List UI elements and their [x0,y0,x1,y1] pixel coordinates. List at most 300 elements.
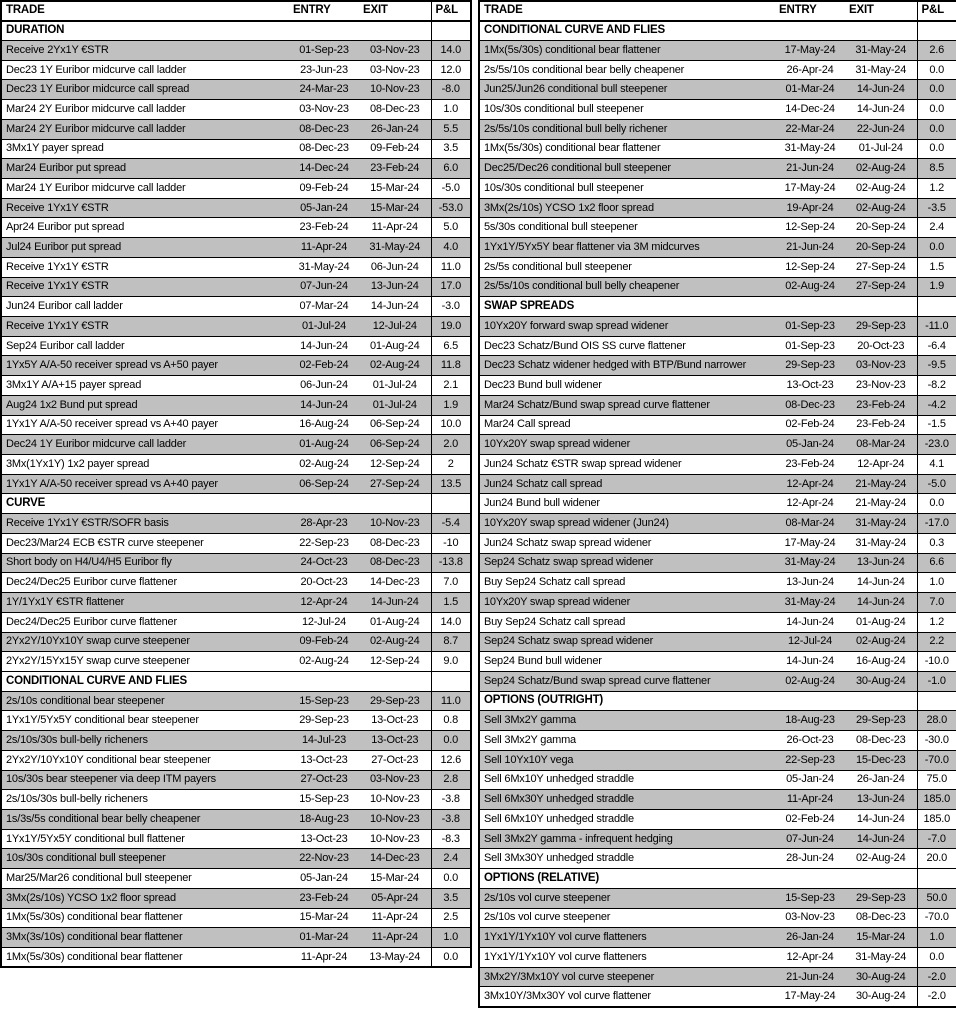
entry-date-cell: 26-Apr-24 [775,60,845,80]
trade-row [479,277,956,297]
trade-name-cell: 3Mx(2s/10s) YCSO 1x2 floor spread [1,888,289,908]
trade-name-cell: 10Yx20Y swap spread widener (Jun24) [479,514,775,534]
trade-name-cell: 1Mx(5s/30s) conditional bear flattener [479,139,775,159]
trade-row [1,731,471,751]
pnl-cell: 8.7 [431,632,471,652]
entry-date-cell: 31-May-24 [775,139,845,159]
entry-date-cell: 08-Dec-23 [289,119,359,139]
trade-row [479,336,956,356]
trades-table-right [478,0,956,1008]
section-title: DURATION [1,21,431,41]
pnl-cell: 8.5 [917,159,956,179]
pnl-cell: -17.0 [917,514,956,534]
entry-date-cell: 28-Apr-23 [289,514,359,534]
trade-row [1,317,471,337]
trade-row [1,750,471,770]
pnl-cell: -5.0 [917,474,956,494]
exit-date-cell: 10-Nov-23 [359,80,431,100]
trade-row [479,356,956,376]
pnl-cell: 1.0 [431,100,471,120]
section-header-row [1,494,471,514]
exit-date-cell: 02-Aug-24 [845,178,917,198]
pnl-cell: -4.2 [917,395,956,415]
trade-row [1,612,471,632]
trade-row [1,139,471,159]
exit-date-cell: 02-Aug-24 [359,356,431,376]
trade-name-cell: 1Yx1Y A/A-50 receiver spread vs A+40 payer [1,474,289,494]
section-title: OPTIONS (OUTRIGHT) [479,691,917,711]
entry-date-cell: 27-Oct-23 [289,770,359,790]
pnl-cell: -70.0 [917,750,956,770]
entry-date-cell: 12-Apr-24 [775,948,845,968]
pnl-cell: -10 [431,533,471,553]
pnl-cell: 0.8 [431,711,471,731]
trade-name-cell: Dec24/Dec25 Euribor curve flattener [1,612,289,632]
section-pnl-spacer [917,869,956,889]
trade-name-cell: Receive 1Yx1Y €STR [1,257,289,277]
pnl-cell: 0.0 [917,139,956,159]
trade-row [479,257,956,277]
trade-name-cell: Mar24 Call spread [479,415,775,435]
pnl-cell: 1.2 [917,612,956,632]
trade-row [1,888,471,908]
trade-row [1,455,471,475]
pnl-cell: 3.5 [431,888,471,908]
exit-date-cell: 20-Sep-24 [845,218,917,238]
pnl-cell: 10.0 [431,415,471,435]
pnl-cell: 0.0 [431,731,471,751]
trade-name-cell: 10s/30s conditional bull steepener [479,178,775,198]
entry-date-cell: 15-Sep-23 [775,888,845,908]
entry-date-cell: 29-Sep-23 [289,711,359,731]
exit-date-cell: 05-Apr-24 [359,888,431,908]
exit-date-cell: 02-Aug-24 [845,198,917,218]
entry-date-cell: 13-Oct-23 [775,376,845,396]
trade-name-cell: 3Mx10Y/3Mx30Y vol curve flattener [479,987,775,1007]
pnl-cell: 1.0 [917,928,956,948]
entry-date-cell: 06-Sep-24 [289,474,359,494]
entry-date-cell: 31-May-24 [775,553,845,573]
entry-date-cell: 01-Sep-23 [775,336,845,356]
section-title: CURVE [1,494,431,514]
exit-date-cell: 08-Dec-23 [359,100,431,120]
exit-date-cell: 29-Sep-23 [845,888,917,908]
trade-row [1,257,471,277]
trade-name-cell: Mar24 2Y Euribor midcurve call ladder [1,100,289,120]
exit-date-cell: 08-Dec-23 [845,731,917,751]
trade-row [479,829,956,849]
entry-date-cell: 07-Mar-24 [289,297,359,317]
pnl-cell: 13.5 [431,474,471,494]
pnl-cell: 1.0 [431,928,471,948]
pnl-cell: 3.5 [431,139,471,159]
trade-row [1,435,471,455]
trade-row [479,790,956,810]
entry-date-cell: 11-Apr-24 [289,948,359,968]
pnl-cell: -8.3 [431,829,471,849]
section-pnl-spacer [431,21,471,41]
exit-date-cell: 15-Mar-24 [359,869,431,889]
trade-row [1,711,471,731]
entry-date-cell: 05-Jan-24 [775,435,845,455]
trade-row [1,514,471,534]
exit-date-cell: 11-Apr-24 [359,218,431,238]
trade-name-cell: Receive 1Yx1Y €STR/SOFR basis [1,514,289,534]
trade-name-cell: Sell 3Mx2Y gamma [479,711,775,731]
trades-table-right-container [478,0,956,1008]
entry-date-cell: 03-Nov-23 [289,100,359,120]
trade-row [479,80,956,100]
entry-date-cell: 14-Jul-23 [289,731,359,751]
exit-date-cell: 31-May-24 [845,60,917,80]
exit-date-cell: 14-Dec-23 [359,573,431,593]
column-header-entry: ENTRY [775,1,845,21]
exit-date-cell: 30-Aug-24 [845,671,917,691]
trade-name-cell: 1Yx1Y/5Yx5Y bear flattener via 3M midcurves [479,238,775,258]
exit-date-cell: 14-Jun-24 [845,100,917,120]
entry-date-cell: 01-Jul-24 [289,317,359,337]
column-header-row [479,1,956,21]
trade-row [1,948,471,968]
trade-row [1,533,471,553]
trade-row [1,238,471,258]
trade-name-cell: 1Mx(5s/30s) conditional bear flattener [1,948,289,968]
trade-name-cell: 2s/10s/30s bull-belly richeners [1,790,289,810]
trade-name-cell: 3Mx(1Yx1Y) 1x2 payer spread [1,455,289,475]
exit-date-cell: 11-Apr-24 [359,908,431,928]
trade-name-cell: Jul24 Euribor put spread [1,238,289,258]
pnl-cell: -1.5 [917,415,956,435]
trade-name-cell: Mar24 Schatz/Bund swap spread curve flattener [479,395,775,415]
trade-row [479,218,956,238]
section-pnl-spacer [431,494,471,514]
entry-date-cell: 13-Jun-24 [775,573,845,593]
exit-date-cell: 31-May-24 [845,40,917,60]
pnl-cell: 1.0 [917,573,956,593]
exit-date-cell: 14-Jun-24 [845,573,917,593]
trade-row [479,750,956,770]
trade-name-cell: Jun24 Schatz swap spread widener [479,533,775,553]
entry-date-cell: 31-May-24 [289,257,359,277]
entry-date-cell: 05-Jan-24 [289,198,359,218]
exit-date-cell: 27-Oct-23 [359,750,431,770]
entry-date-cell: 12-Jul-24 [289,612,359,632]
exit-date-cell: 13-May-24 [359,948,431,968]
trade-name-cell: Jun24 Euribor call ladder [1,297,289,317]
section-pnl-spacer [917,297,956,317]
trade-row [1,573,471,593]
trade-row [479,494,956,514]
exit-date-cell: 12-Sep-24 [359,652,431,672]
trade-name-cell: 10Yx20Y swap spread widener [479,435,775,455]
entry-date-cell: 12-Apr-24 [775,494,845,514]
trade-name-cell: 2s/10s vol curve steepener [479,908,775,928]
trade-name-cell: Short body on H4/U4/H5 Euribor fly [1,553,289,573]
pnl-cell: 5.0 [431,218,471,238]
entry-date-cell: 07-Jun-24 [775,829,845,849]
trade-row [1,928,471,948]
trade-name-cell: 2s/5s/10s conditional bear belly cheapener [479,60,775,80]
entry-date-cell: 15-Sep-23 [289,691,359,711]
entry-date-cell: 22-Mar-24 [775,119,845,139]
exit-date-cell: 03-Nov-23 [359,40,431,60]
exit-date-cell: 01-Jul-24 [359,395,431,415]
exit-date-cell: 03-Nov-23 [845,356,917,376]
exit-date-cell: 23-Feb-24 [845,415,917,435]
pnl-cell: 2.4 [431,849,471,869]
trade-row [1,474,471,494]
trade-row [479,849,956,869]
trade-name-cell: 2s/10s vol curve steepener [479,888,775,908]
pnl-cell: -5.0 [431,178,471,198]
pnl-cell: 6.6 [917,553,956,573]
entry-date-cell: 20-Oct-23 [289,573,359,593]
pnl-cell: 7.0 [917,593,956,613]
trade-row [479,415,956,435]
exit-date-cell: 29-Sep-23 [359,691,431,711]
trade-name-cell: 1Y/1Yx1Y €STR flattener [1,593,289,613]
trade-name-cell: 10Yx20Y swap spread widener [479,593,775,613]
entry-date-cell: 03-Nov-23 [775,908,845,928]
trade-name-cell: 3Mx1Y A/A+15 payer spread [1,376,289,396]
exit-date-cell: 13-Oct-23 [359,731,431,751]
trade-row [1,336,471,356]
entry-date-cell: 08-Dec-23 [775,395,845,415]
exit-date-cell: 14-Jun-24 [359,593,431,613]
pnl-cell: -3.8 [431,790,471,810]
trade-name-cell: Mar25/Mar26 conditional bull steepener [1,869,289,889]
section-header-row [479,297,956,317]
exit-date-cell: 14-Jun-24 [359,297,431,317]
pnl-cell: 0.0 [917,60,956,80]
pnl-cell: 1.9 [431,395,471,415]
trade-name-cell: Dec23 1Y Euribor midcurce call spread [1,80,289,100]
trade-name-cell: Jun24 Bund bull widener [479,494,775,514]
exit-date-cell: 01-Aug-24 [359,612,431,632]
trade-row [479,198,956,218]
pnl-cell: -5.4 [431,514,471,534]
exit-date-cell: 31-May-24 [845,948,917,968]
pnl-cell: 20.0 [917,849,956,869]
exit-date-cell: 30-Aug-24 [845,967,917,987]
pnl-cell: 14.0 [431,612,471,632]
trade-name-cell: 2s/5s/10s conditional bull belly richener [479,119,775,139]
exit-date-cell: 12-Sep-24 [359,455,431,475]
entry-date-cell: 12-Sep-24 [775,218,845,238]
pnl-cell: -9.5 [917,356,956,376]
trade-row [1,632,471,652]
entry-date-cell: 31-May-24 [775,593,845,613]
pnl-cell: -3.8 [431,809,471,829]
trade-row [1,809,471,829]
trade-name-cell: 10s/30s conditional bull steepener [479,100,775,120]
pnl-cell: 6.5 [431,336,471,356]
exit-date-cell: 26-Jan-24 [359,119,431,139]
trade-row [1,553,471,573]
entry-date-cell: 11-Apr-24 [289,238,359,258]
trade-name-cell: Jun25/Jun26 conditional bull steepener [479,80,775,100]
section-header-row [479,869,956,889]
entry-date-cell: 21-Jun-24 [775,967,845,987]
trade-name-cell: 2s/5s conditional bull steepener [479,257,775,277]
entry-date-cell: 14-Jun-24 [775,652,845,672]
pnl-cell: 7.0 [431,573,471,593]
section-title: SWAP SPREADS [479,297,917,317]
trade-row [1,376,471,396]
trade-name-cell: Apr24 Euribor put spread [1,218,289,238]
pnl-cell: 0.3 [917,533,956,553]
exit-date-cell: 13-Jun-24 [845,553,917,573]
entry-date-cell: 23-Feb-24 [289,218,359,238]
trade-name-cell: 1Yx1Y A/A-50 receiver spread vs A+40 payer [1,415,289,435]
exit-date-cell: 23-Feb-24 [845,395,917,415]
pnl-cell: 2.6 [917,40,956,60]
trade-name-cell: Receive 1Yx1Y €STR [1,317,289,337]
entry-date-cell: 21-Jun-24 [775,238,845,258]
exit-date-cell: 08-Dec-23 [359,533,431,553]
pnl-cell: 0.0 [917,494,956,514]
trade-name-cell: 3Mx2Y/3Mx10Y vol curve steepener [479,967,775,987]
pnl-cell: 17.0 [431,277,471,297]
exit-date-cell: 09-Feb-24 [359,139,431,159]
trade-row [479,671,956,691]
trade-name-cell: Receive 2Yx1Y €STR [1,40,289,60]
trade-name-cell: 2s/5s/10s conditional bull belly cheapener [479,277,775,297]
exit-date-cell: 01-Aug-24 [359,336,431,356]
entry-date-cell: 13-Oct-23 [289,829,359,849]
entry-date-cell: 02-Aug-24 [289,652,359,672]
pnl-cell: -8.0 [431,80,471,100]
entry-date-cell: 09-Feb-24 [289,632,359,652]
trade-row [479,317,956,337]
section-title: OPTIONS (RELATIVE) [479,869,917,889]
pnl-cell: 0.0 [917,80,956,100]
entry-date-cell: 22-Sep-23 [289,533,359,553]
section-header-row [479,21,956,41]
trade-row [479,593,956,613]
trade-name-cell: Mar24 2Y Euribor midcurve call ladder [1,119,289,139]
trade-name-cell: Jun24 Schatz €STR swap spread widener [479,455,775,475]
trade-row [479,948,956,968]
trade-name-cell: Dec24/Dec25 Euribor curve flattener [1,573,289,593]
pnl-cell: 11.0 [431,257,471,277]
entry-date-cell: 01-Mar-24 [289,928,359,948]
trade-row [479,514,956,534]
exit-date-cell: 22-Jun-24 [845,119,917,139]
trade-row [479,40,956,60]
trade-row [1,691,471,711]
pnl-cell: 12.6 [431,750,471,770]
pnl-cell: -53.0 [431,198,471,218]
entry-date-cell: 02-Feb-24 [775,809,845,829]
trade-name-cell: Sell 3Mx2Y gamma [479,731,775,751]
pnl-cell: -11.0 [917,317,956,337]
section-header-row [1,21,471,41]
pnl-cell: 6.0 [431,159,471,179]
column-header-exit: EXIT [845,1,917,21]
trade-row [1,415,471,435]
pnl-cell: 19.0 [431,317,471,337]
trade-name-cell: 1Yx1Y/1Yx10Y vol curve flatteners [479,928,775,948]
trade-row [1,790,471,810]
pnl-cell: 2.8 [431,770,471,790]
exit-date-cell: 08-Mar-24 [845,435,917,455]
entry-date-cell: 26-Jan-24 [775,928,845,948]
trade-name-cell: 1Yx1Y/1Yx10Y vol curve flatteners [479,948,775,968]
pnl-cell: 75.0 [917,770,956,790]
trade-row [479,652,956,672]
pnl-cell: 4.1 [917,455,956,475]
trade-name-cell: 1Mx(5s/30s) conditional bear flattener [479,40,775,60]
column-header-exit: EXIT [359,1,431,21]
entry-date-cell: 08-Dec-23 [289,139,359,159]
exit-date-cell: 31-May-24 [359,238,431,258]
trade-name-cell: Sep24 Schatz swap spread widener [479,632,775,652]
exit-date-cell: 20-Oct-23 [845,336,917,356]
pnl-cell: 0.0 [917,119,956,139]
trade-row [479,60,956,80]
entry-date-cell: 22-Nov-23 [289,849,359,869]
entry-date-cell: 14-Jun-24 [289,395,359,415]
pnl-cell: 11.0 [431,691,471,711]
trade-row [479,178,956,198]
pnl-cell: 2.2 [917,632,956,652]
exit-date-cell: 23-Feb-24 [359,159,431,179]
entry-date-cell: 01-Aug-24 [289,435,359,455]
trade-row [479,809,956,829]
entry-date-cell: 15-Mar-24 [289,908,359,928]
trade-name-cell: 3Mx(3s/10s) conditional bear flattener [1,928,289,948]
exit-date-cell: 27-Sep-24 [845,257,917,277]
trade-name-cell: 10Yx20Y forward swap spread widener [479,317,775,337]
exit-date-cell: 15-Mar-24 [359,178,431,198]
entry-date-cell: 01-Mar-24 [775,80,845,100]
exit-date-cell: 15-Mar-24 [359,198,431,218]
column-header-pnl: P&L [917,1,956,21]
entry-date-cell: 08-Mar-24 [775,514,845,534]
exit-date-cell: 16-Aug-24 [845,652,917,672]
trade-name-cell: Sell 10Yx10Y vega [479,750,775,770]
trade-name-cell: 10s/30s conditional bull steepener [1,849,289,869]
trade-row [479,928,956,948]
trade-row [1,395,471,415]
trade-row [479,711,956,731]
section-pnl-spacer [917,21,956,41]
entry-date-cell: 23-Feb-24 [289,888,359,908]
section-pnl-spacer [917,691,956,711]
trade-row [1,652,471,672]
pnl-cell: 50.0 [917,888,956,908]
trade-row [479,376,956,396]
trade-row [1,277,471,297]
trade-row [479,987,956,1007]
exit-date-cell: 15-Dec-23 [845,750,917,770]
entry-date-cell: 12-Apr-24 [289,593,359,613]
trade-name-cell: Dec23 1Y Euribor midcurve call ladder [1,60,289,80]
pnl-cell: -8.2 [917,376,956,396]
entry-date-cell: 02-Aug-24 [775,277,845,297]
entry-date-cell: 19-Apr-24 [775,198,845,218]
exit-date-cell: 03-Nov-23 [359,60,431,80]
exit-date-cell: 10-Nov-23 [359,514,431,534]
entry-date-cell: 23-Jun-23 [289,60,359,80]
trade-row [479,967,956,987]
trade-row [479,238,956,258]
pnl-cell: -2.0 [917,987,956,1007]
entry-date-cell: 16-Aug-24 [289,415,359,435]
trade-row [479,888,956,908]
exit-date-cell: 10-Nov-23 [359,809,431,829]
